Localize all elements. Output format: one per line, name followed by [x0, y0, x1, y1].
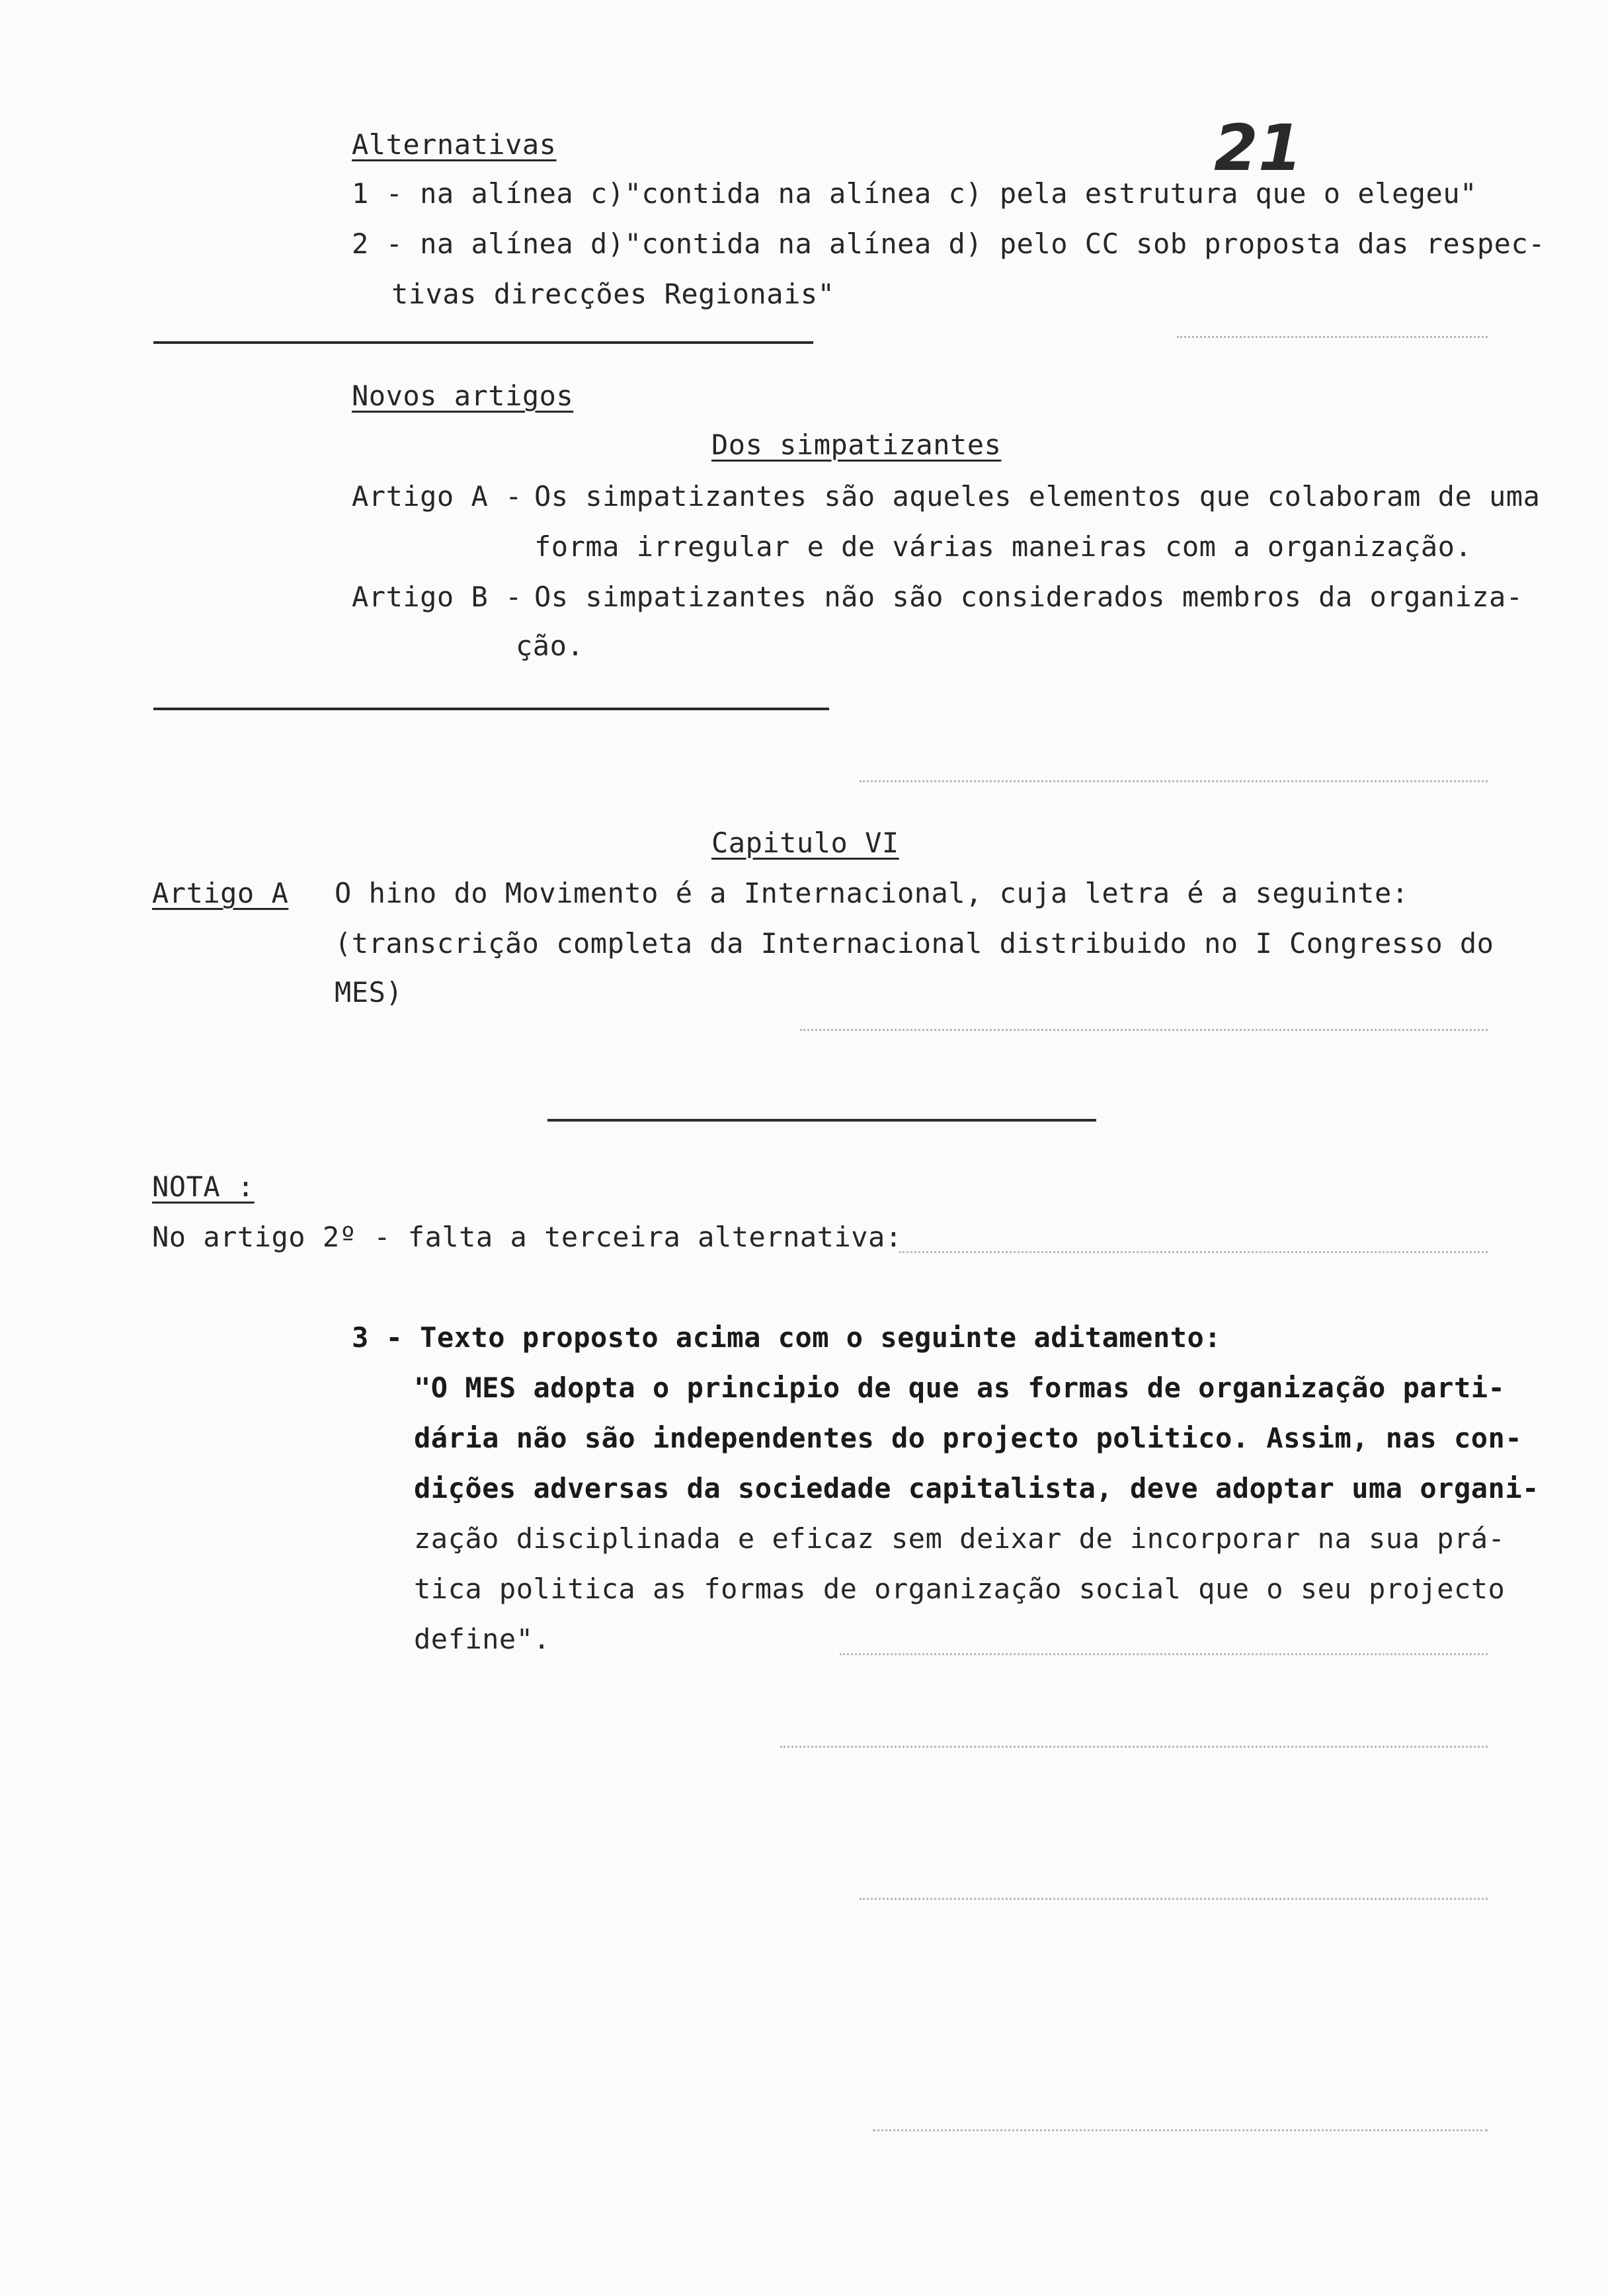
artigo-a-line-2: forma irregular e de várias maneiras com a organização.	[534, 530, 1472, 563]
alternativa-item-2-line-1: 2 - na alínea d)"contida na alínea d) pelo CC sob proposta das respec-	[352, 227, 1546, 260]
faint-dotted-line	[860, 1898, 1488, 1900]
artigo-b-label: Artigo B -	[352, 581, 540, 613]
capitulo-line-3: MES)	[335, 976, 403, 1008]
section-divider-2	[153, 708, 829, 710]
section-divider-1	[153, 341, 813, 344]
nota-line-1: No artigo 2º - falta a terceira alternativa:	[152, 1221, 903, 1253]
capitulo-artigo-label: Artigo A	[152, 877, 289, 909]
artigo-b-line-1: Os simpatizantes não são considerados membros da organiza-	[534, 581, 1523, 613]
dos-simpatizantes-title: Dos simpatizantes	[711, 429, 1002, 461]
faint-dotted-line	[860, 780, 1488, 782]
faint-dotted-line	[800, 1029, 1488, 1031]
section-divider-3	[547, 1119, 1096, 1122]
faint-dotted-line	[780, 1746, 1488, 1748]
nota-heading: NOTA :	[152, 1170, 255, 1203]
artigo-a-label: Artigo A -	[352, 480, 540, 512]
capitulo-line-1: O hino do Movimento é a Internacional, cuja letra é a seguinte:	[335, 877, 1409, 909]
nota-item-3-line-4: dições adversas da sociedade capitalista, deve adoptar uma organi-	[414, 1472, 1539, 1504]
artigo-b-line-2: ção.	[516, 630, 584, 662]
nota-item-3-line-3: dária não são independentes do projecto politico. Assim, nas con-	[414, 1422, 1523, 1454]
capitulo-title: Capitulo VI	[711, 827, 899, 859]
faint-dotted-line	[1177, 336, 1488, 338]
faint-dotted-line	[840, 1653, 1488, 1655]
nota-item-3-line-2: "O MES adopta o principio de que as formas de organização parti-	[414, 1372, 1506, 1404]
nota-item-3-line-1: 3 - Texto proposto acima com o seguinte aditamento:	[352, 1321, 1222, 1354]
artigo-a-line-1: Os simpatizantes são aqueles elementos que colaboram de uma	[534, 480, 1541, 512]
capitulo-line-2: (transcrição completa da Internacional distribuido no I Congresso do	[335, 927, 1494, 960]
alternativas-heading: Alternativas	[352, 128, 557, 161]
page-number: 21	[1214, 111, 1303, 185]
nota-item-3-line-7: define".	[414, 1623, 551, 1655]
nota-item-3-line-5: zação disciplinada e eficaz sem deixar de incorporar na sua prá-	[414, 1522, 1506, 1555]
alternativa-item-2-line-2: tivas direcções Regionais"	[391, 278, 835, 310]
faint-dotted-line	[899, 1251, 1488, 1253]
alternativa-item-1: 1 - na alínea c)"contida na alínea c) pela estrutura que o elegeu"	[352, 177, 1477, 210]
nota-item-3-line-6: tica politica as formas de organização social que o seu projecto	[414, 1573, 1506, 1605]
novos-artigos-heading: Novos artigos	[352, 380, 574, 412]
faint-dotted-line	[873, 2129, 1488, 2131]
